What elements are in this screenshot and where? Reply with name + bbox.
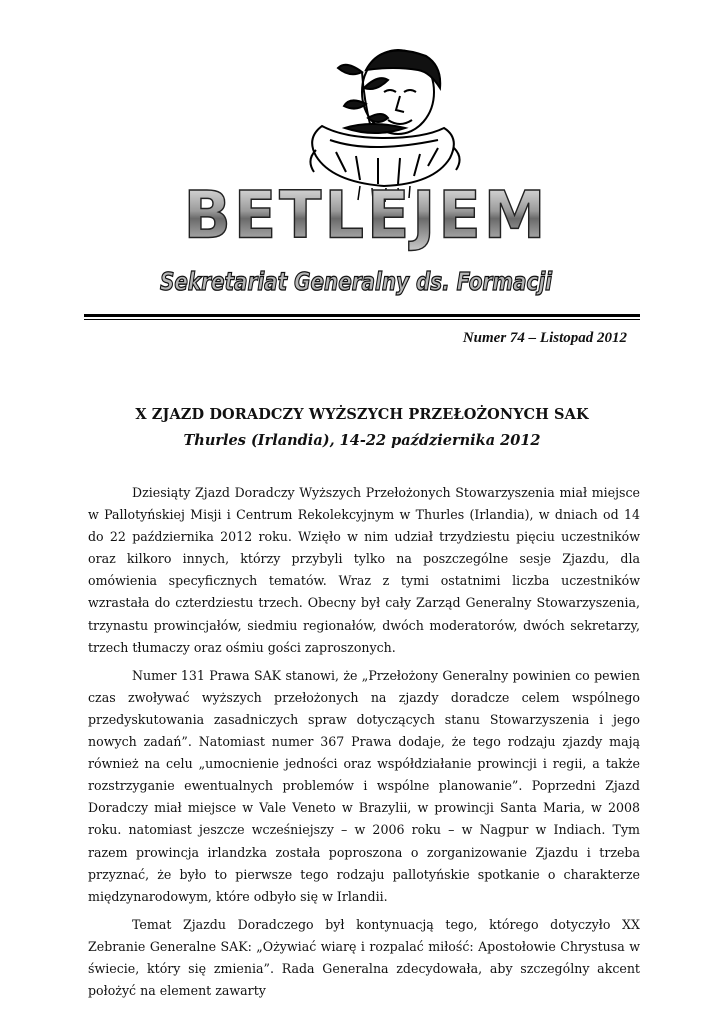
header-rule-thin <box>84 319 640 320</box>
article-body <box>88 482 640 1008</box>
paragraph: Numer 131 Prawa SAK stanowi, że „Przełożony Generalny powinien co pewien czas zwoływać wyższych przełożonych na zjazdy doradcze celem wspólnego przedyskutowania zasadniczych spraw dotyczących stanu Stowarzyszenia i jego nowych zadań”. Natomiast numer 367 Prawa dodaje, że tego rodzaju zjazdy mają również na celu „umocnienie jedności oraz współdziałanie prowincji i regii, a także rozstrzyganie ewentualnych problemów i wspólne planowanie”. Poprzedni Zjazd Doradczy miał miejsce w Vale Veneto w Brazylii, w prowincji Santa Maria, w 2008 roku. natomiast jeszcze wcześniejszy – w 2006 roku – w Nagpur w Indiach. Tym razem prowincja irlandzka została poproszona o zorganizowanie Zjazdu i trzeba przyznać, że było to pierwsze tego rodzaju pallotyńskie spotkanie o charakterze międzynarodowym, które odbyło się w Irlandii. <box>88 667 640 904</box>
logo-title: BETLEJEM <box>183 176 549 253</box>
article-subtitle: Thurles (Irlandia), 14-22 października 2012 <box>183 432 541 449</box>
issue-number: Numer 74 – Listopad 2012 <box>462 330 627 346</box>
betlejem-logo <box>0 0 725 305</box>
logo-subtitle: Sekretariat Generalny ds. Formacji <box>160 267 553 296</box>
article-title: X ZJAZD DORADCZY WYŻSZYCH PRZEŁOŻONYCH SAK <box>135 406 589 423</box>
paragraph: Temat Zjazdu Doradczego był kontynuacją tego, którego dotyczyło XX Zebranie Generalne SAK: „Ożywiać wiarę i rozpalać miłość: Apostołowie Chrystusa w świecie, który się zmienia”. Rada Generalna zdecydowała, aby szczególny akcent położyć na element zawarty <box>88 916 640 999</box>
paragraph: Dziesiąty Zjazd Doradczy Wyższych Przełożonych Stowarzyszenia miał miejsce w Pallotyńskiej Misji i Centrum Rekolekcyjnym w Thurles (Irlandia), w dniach od 14 do 22 października 2012 roku. Wzięło w nim udział trzydziestu pięciu uczestników oraz kilkoro innych, którzy przybyli tylko na poszczególne sesje Zjazdu, dla omówienia specyficznych tematów. Wraz z tymi ostatnimi liczba uczestników wzrastała do czterdziestu trzech. Obecny był cały Zarząd Generalny Stowarzyszenia, trzynastu prowincjałów, siedmiu regionałów, dwóch moderatorów, dwóch sekretarzy, trzech tłumaczy oraz ośmiu gości zaproszonych. <box>88 485 640 655</box>
header-rule-thick <box>84 314 640 317</box>
